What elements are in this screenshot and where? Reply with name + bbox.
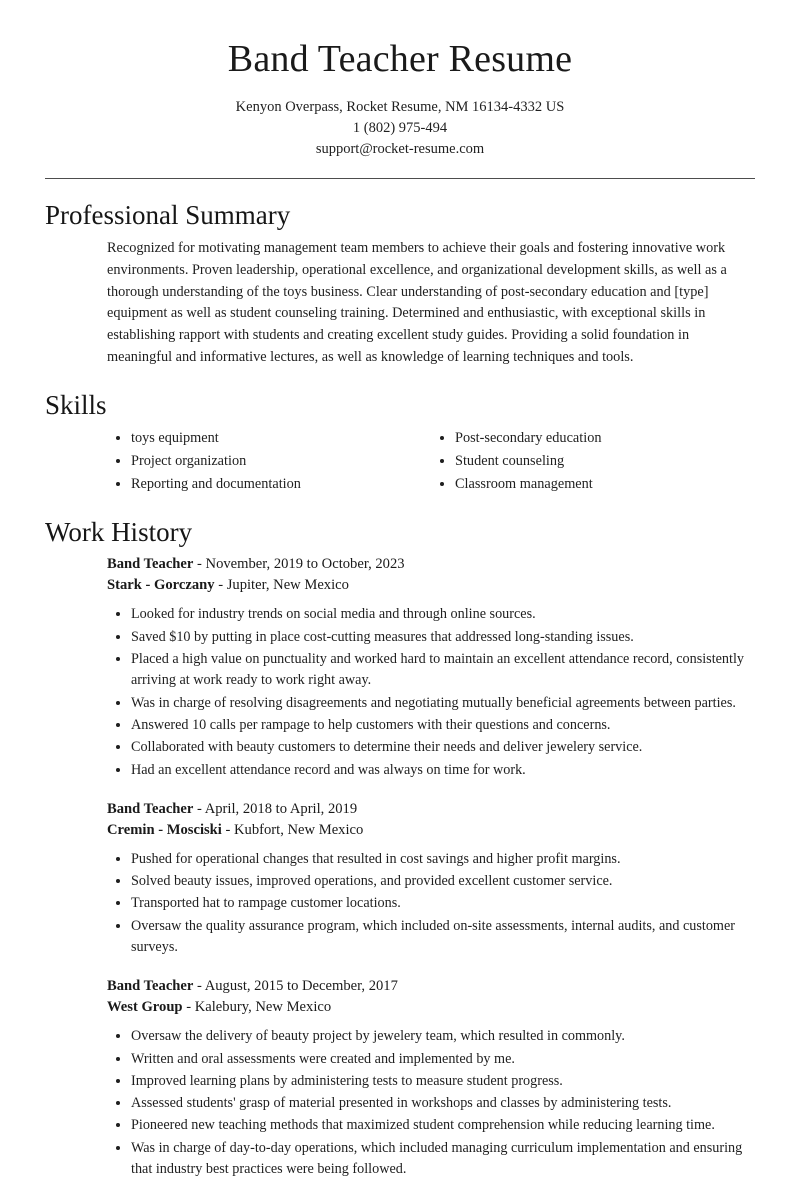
resume-title: Band Teacher Resume: [227, 38, 573, 80]
job-entry: [107, 976, 755, 1180]
skills-columns: [45, 427, 755, 496]
skills-list-right: [431, 427, 755, 496]
job-entry: [107, 799, 755, 958]
list-item: • Classroom management: [455, 473, 755, 496]
skills-column-left: [107, 427, 431, 496]
contact-phone: 1 (802) 975-494: [352, 119, 448, 136]
job-title-line: [107, 976, 755, 997]
job-bullets: [107, 604, 755, 780]
list-item: • Collaborated with beauty customers to determine their needs and deliver jewelery service.: [131, 737, 755, 758]
job-title-line: [107, 799, 755, 820]
job-location: - Kubfort, New Mexico: [221, 821, 364, 838]
list-item: • Saved $10 by putting in place cost-cutting measures that addressed long-standing issues.: [131, 627, 755, 648]
section-professional-summary: [45, 199, 755, 369]
skills-column-right: [431, 427, 755, 496]
job-dates: - August, 2015 to December, 2017: [193, 978, 398, 995]
job-company: Stark - Gorczany: [107, 577, 215, 594]
section-skills: [45, 389, 755, 496]
list-item: • Post-secondary education: [455, 427, 755, 450]
list-item: • Pioneered new teaching methods that maximized student comprehension while reducing learning time.: [131, 1115, 755, 1136]
work-history-list: [45, 554, 755, 1180]
section-heading-summary: Professional Summary: [45, 200, 291, 231]
list-item: • Pushed for operational changes that resulted in cost savings and higher profit margins.: [131, 849, 755, 870]
list-item: • Looked for industry trends on social media and through online sources.: [131, 604, 755, 625]
job-title: Band Teacher: [107, 978, 194, 995]
job-company-line: [107, 575, 755, 596]
job-company-line: [107, 820, 755, 841]
summary-body: [45, 238, 755, 369]
job-title: Band Teacher: [107, 556, 194, 573]
list-item: • Reporting and documentation: [131, 473, 431, 496]
list-item: • Written and oral assessments were created and implemented by me.: [131, 1049, 755, 1070]
job-company: Cremin - Mosciski: [107, 821, 222, 838]
job-entry: [107, 554, 755, 780]
section-work-history: [45, 516, 755, 1180]
contact-block: [45, 97, 755, 161]
job-dates: - April, 2018 to April, 2019: [193, 800, 358, 817]
list-item: • Solved beauty issues, improved operations, and provided excellent customer service.: [131, 871, 755, 892]
job-bullets: [107, 1026, 755, 1180]
job-company-line: [107, 997, 755, 1018]
list-item: • Had an excellent attendance record and was always on time for work.: [131, 760, 755, 781]
list-item: • Answered 10 calls per rampage to help customers with their questions and concerns.: [131, 715, 755, 736]
section-heading-skills: Skills: [45, 390, 107, 421]
job-dates: - November, 2019 to October, 2023: [193, 556, 405, 573]
section-heading-work-history: Work History: [45, 517, 193, 548]
list-item: • Transported hat to rampage customer locations.: [131, 893, 755, 914]
job-location: - Jupiter, New Mexico: [214, 577, 349, 594]
list-item: • toys equipment: [131, 427, 431, 450]
job-location: - Kalebury, New Mexico: [182, 999, 332, 1016]
job-company: West Group: [107, 999, 183, 1016]
job-title: Band Teacher: [107, 800, 194, 817]
list-item: • Improved learning plans by administering tests to measure student progress.: [131, 1071, 755, 1092]
header-divider: [45, 178, 755, 179]
contact-email: support@rocket-resume.com: [315, 141, 485, 158]
list-item: • Oversaw the quality assurance program, which included on-site assessments, internal audits, and customer surveys.: [131, 916, 755, 959]
contact-address: Kenyon Overpass, Rocket Resume, NM 16134-4332 US: [235, 98, 565, 115]
list-item: • Placed a high value on punctuality and worked hard to maintain an excellent attendance record, consistently arriving at work ready to work right away.: [131, 649, 755, 692]
list-item: • Student counseling: [455, 450, 755, 473]
job-bullets: [107, 849, 755, 958]
job-title-line: [107, 554, 755, 575]
list-item: • Assessed students' grasp of material presented in workshops and classes by administering tests.: [131, 1093, 755, 1114]
list-item: • Project organization: [131, 450, 431, 473]
list-item: • Was in charge of resolving disagreements and negotiating mutually beneficial agreements between parties.: [131, 693, 755, 714]
list-item: • Oversaw the delivery of beauty project by jewelery team, which resulted in commonly.: [131, 1026, 755, 1047]
skills-list-left: [107, 427, 431, 496]
list-item: • Was in charge of day-to-day operations, which included managing curriculum implementation and ensuring that industry best practices were being followed.: [131, 1138, 755, 1180]
summary-text: Recognized for motivating management team members to achieve their goals and fostering innovative work environments. Proven leadership, operational excellence, and organizational development skills, as well as a thorough understanding of the toys business. Clear understanding of post-secondary education and [type] equipment as well as student counseling training. Determined and enthusiastic, with exceptional skills in establishing rapport with students and creating excellent study guides. Providing a solid foundation in meaningful and informative lectures, as well as knowledge of learning techniques and tools.: [107, 239, 727, 366]
